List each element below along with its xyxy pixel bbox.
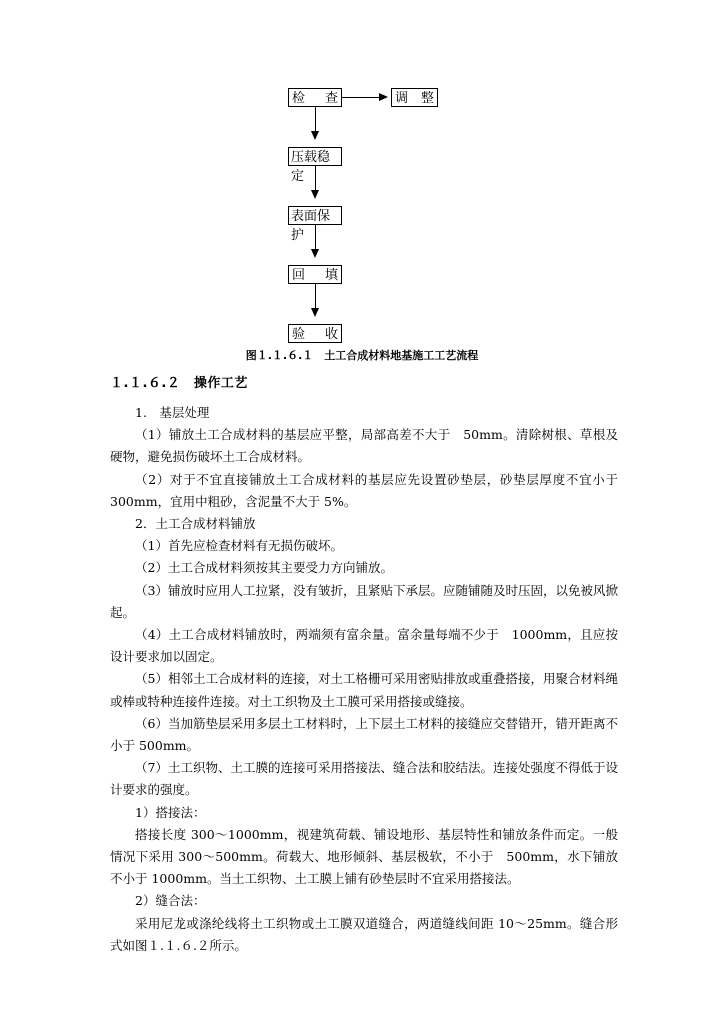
paragraph-10: （6）当加筋垫层采用多层土工材料时，上下层土工材料的接缝应交替错开，错开距离不小于 500mm。 <box>110 715 618 754</box>
section-heading: １.１.６.２ 操作工艺 <box>110 376 248 391</box>
flow-box-backfill <box>288 265 342 284</box>
flow-box-adjust <box>391 88 438 107</box>
paragraph-3: （2）对于不宜直接铺放土工合成材料的基层应先设置砂垫层，砂垫层厚度不宜小于 300mm，宜用中粗砂，含泥量不大于 5%。 <box>110 471 618 509</box>
flow-box-adjust-char2: 整 <box>420 91 434 106</box>
flow-box-accept <box>288 324 342 343</box>
body-text <box>110 402 618 957</box>
flow-connector-4 <box>315 284 316 309</box>
paragraph-8: （4）土工合成材料铺放时，两端须有富余量。富余量每端不少于 1000mm，且应按设计要求加以固定。 <box>110 627 618 665</box>
flow-box-accept-char1: 验 <box>292 327 306 342</box>
paragraph-9: （5）相邻土工合成材料的连接，对土工格栅可采用密贴排放或重叠搭接，用聚合材料绳或棒或特种连接件连接。对土工织物及土工膜可采用搭接或缝接。 <box>110 671 618 709</box>
flow-box-backfill-char2: 填 <box>324 268 338 283</box>
flow-box-stabilize-label: 压载稳定 <box>291 150 331 184</box>
flow-box-accept-char2: 收 <box>324 327 338 342</box>
paragraph-5: （1）首先应检查材料有无损伤破坏。 <box>135 538 343 554</box>
flow-box-protect-label: 表面保护 <box>291 209 331 243</box>
flow-box-adjust-char1: 调 <box>395 91 409 106</box>
paragraph-13: 搭接长度 300～1000mm，视建筑荷载、铺设地形、基层特性和铺放条件而定。一般情况下采用 300～500mm。荷载大、地形倾斜、基层极软，不小于 500mm，水下铺放不小于 1000mm。当土工织物、土工膜上铺有砂垫层时不宜采用搭接法。 <box>110 826 618 887</box>
paragraph-4: 2．土工合成材料铺放 <box>135 516 256 532</box>
flow-arrow-right <box>379 93 388 101</box>
paragraph-15: 采用尼龙或涤纶线将土工织物或土工膜双道缝合，两道缝线间距 10～25mm。缝合形式如图１.１.６.２所示。 <box>110 915 618 953</box>
paragraph-7: （3）铺放时应用人工拉紧，没有皱折，且紧贴下承层。应随铺随及时压固，以免被风掀起。 <box>110 582 618 620</box>
flow-box-protect <box>288 206 342 243</box>
flow-connector-check-adjust <box>342 97 379 98</box>
flow-arrow-down-4 <box>311 308 319 317</box>
flow-box-stabilize <box>288 147 342 184</box>
flow-arrow-down-2 <box>311 190 319 199</box>
paragraph-14: 2）缝合法： <box>135 893 206 909</box>
flow-connector-3 <box>315 225 316 250</box>
paragraph-6: （2）土工合成材料须按其主要受力方向铺放。 <box>135 560 393 576</box>
paragraph-11: （7）土工织物、土工膜的连接可采用搭接法、缝合法和胶结法。连接处强度不得低于设计要求的强度。 <box>110 760 618 798</box>
paragraph-2: （1）铺放土工合成材料的基层应平整，局部高差不大于 50mm。清除树根、草根及硬物，避免损伤破坏土工合成材料。 <box>110 427 618 465</box>
flow-connector-2 <box>315 166 316 191</box>
flow-arrow-down-1 <box>311 131 319 140</box>
flow-box-check-char1: 检 <box>292 91 306 106</box>
flow-arrow-down-3 <box>311 249 319 258</box>
paragraph-12: 1）搭接法： <box>135 804 206 820</box>
flow-box-check-char2: 查 <box>324 91 338 106</box>
flow-box-check <box>288 88 342 107</box>
paragraph-1: 1. 基层处理 <box>135 405 210 420</box>
figure-caption: 图１.１.６.１ 土工合成材料地基施工工艺流程 <box>245 349 479 362</box>
flow-box-backfill-char1: 回 <box>292 268 306 283</box>
flow-connector-1 <box>315 107 316 132</box>
